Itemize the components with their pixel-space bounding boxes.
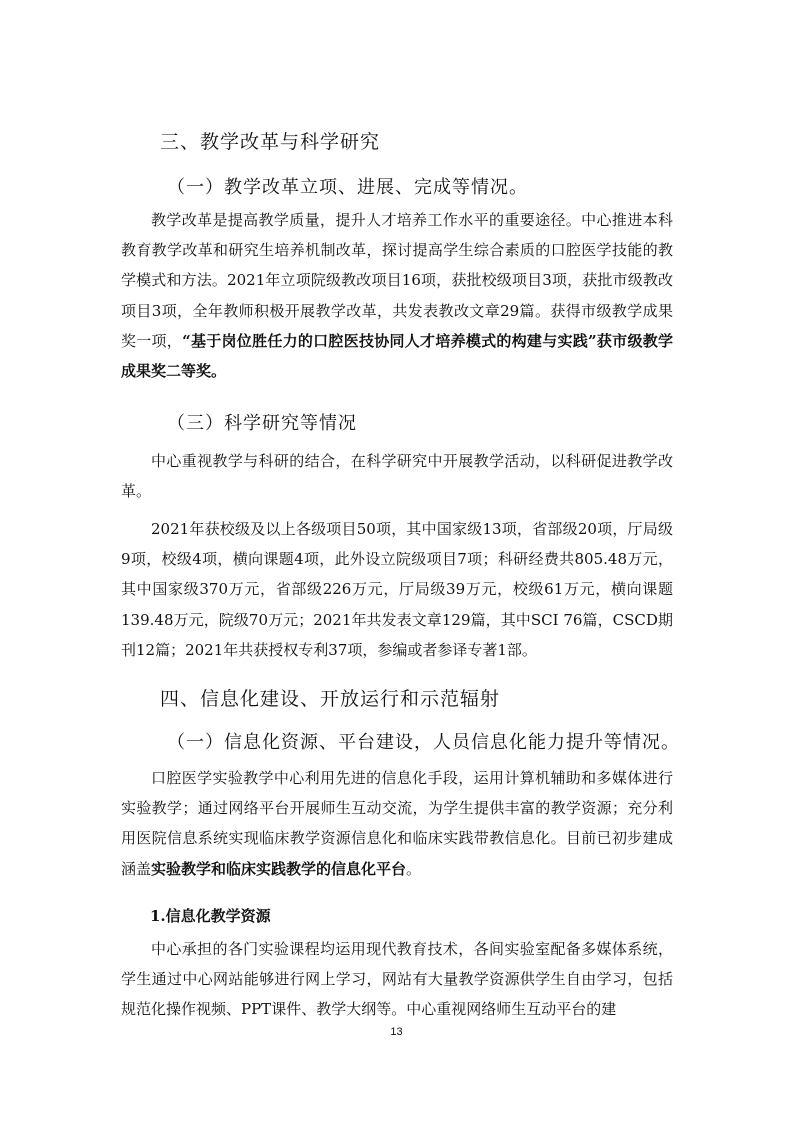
teaching-resources-paragraph: 中心承担的各门实验课程均运用现代教育技术，各间实验室配备多媒体系统，学生通过中心网站能够进行网上学习，网站有大量教学资源供学生自由学习，包括规范化操作视频、PPT课件、教学大纲等。中心重视网络师生互动平台的建 (121, 940, 673, 1019)
research-stats-paragraph: 2021年获校级及以上各级项目50项，其中国家级13项，省部级20项，厅局级9项，校级4项，横向课题4项，此外设立院级项目7项；科研经费共805.48万元，其中国家级370万元，省部级226万元，厅局级39万元，校级61万元，横向课题139.48万元，院级70万元；2021年共发表文章129篇，其中SCI 76篇，CSCD期刊12篇；2021年共获授权专利37项，参编或者参译专著1部。 (121, 520, 673, 659)
informatization-suffix: 。 (406, 859, 422, 878)
teaching-award-bold-text: “基于岗位胜任力的口腔医技协同人才培养模式的构建与实践”获市级教学成果奖二等奖。 (121, 331, 673, 381)
teaching-reform-paragraph (121, 205, 673, 386)
section-3-heading: 三、教学改革与科学研究 (160, 131, 381, 153)
research-intro-paragraph: 中心重视教学与科研的结合，在科学研究中开展教学活动，以科研促进教学改革。 (121, 452, 673, 501)
subsection-research-heading: （三）科学研究等情况 (167, 413, 357, 434)
subsection-informatization-heading: （一）信息化资源、平台建设，人员信息化能力提升等情况。 (167, 732, 680, 753)
informatization-text: 口腔医学实验教学中心利用先进的信息化手段，运用计算机辅助和多媒体进行实验教学；通过网络平台开展师生互动交流，为学生提供丰富的教学资源；充分利用医院信息系统实现临床教学资源信息化和临床实践带教信息化。目前已初步建成涵盖 (121, 769, 673, 878)
subsection-teaching-reform-heading: （一）教学改革立项、进展、完成等情况。 (167, 177, 528, 198)
section-4-heading: 四、信息化建设、开放运行和示范辐射 (160, 688, 501, 710)
item-1-heading: 1.信息化教学资源 (150, 907, 271, 925)
informatization-paragraph (121, 763, 673, 884)
teaching-reform-text: 教学改革是提高教学质量，提升人才培养工作水平的重要途径。中心推进本科教育教学改革和研究生培养机制改革，探讨提高学生综合素质的口腔医学技能的教学模式和方法。2021年立项院级教改项目16项，获批校级项目3项，获批市级教改项目3项，全年教师积极开展教学改革，共发表教改文章29篇。获得市级教学成果奖一项， (121, 211, 673, 350)
platform-bold-text: 实验教学和临床实践教学的信息化平台 (151, 859, 407, 878)
page-number: 13 (390, 1026, 403, 1038)
